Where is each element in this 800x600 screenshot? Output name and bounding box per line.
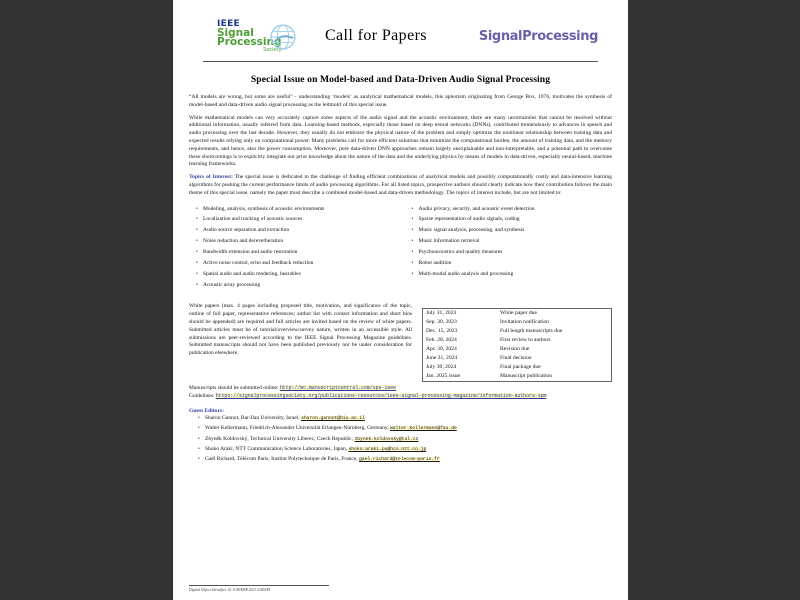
ieee-logo-line-society: Society bbox=[263, 46, 282, 53]
schedule-event: Final package due bbox=[500, 363, 541, 370]
ieee-logo-line-signal: Signal bbox=[217, 26, 254, 39]
list-item: • Spatial audio and audio rendering, hearables bbox=[203, 272, 397, 278]
globe-icon bbox=[269, 23, 297, 51]
list-item: • Music signal analysis, processing, and synthesis bbox=[419, 228, 613, 234]
submission-url-link[interactable]: http://mc.manuscriptcentral.com/sps-ieee bbox=[279, 384, 396, 391]
schedule-table bbox=[422, 308, 612, 382]
schedule-date: Jan. 2025 issue bbox=[426, 372, 461, 379]
list-item bbox=[205, 437, 612, 443]
submission-links bbox=[189, 384, 612, 401]
white-paper-section bbox=[189, 303, 612, 379]
table-row bbox=[423, 345, 612, 354]
table-row bbox=[423, 336, 612, 345]
doi-text: Digital Object Identifier 10.1109/MSP.2023.3285189 bbox=[189, 588, 271, 592]
page-masthead bbox=[189, 14, 612, 58]
topics-list-left-column bbox=[189, 207, 397, 294]
editor-affiliation: Zbyněk Koldovský, Technical University Liberec, Czech Republic, bbox=[205, 435, 355, 442]
table-row bbox=[423, 354, 612, 363]
list-item: • Audio source separation and extraction bbox=[203, 228, 397, 234]
schedule-event: White paper due bbox=[500, 310, 537, 317]
schedule-date: July 30, 2024 bbox=[426, 363, 457, 370]
topics-of-interest-text: The special issue is dedicated to the challenge of finding efficient combinations of analytical models and possibly computationally costly and data-intensive learning algorithms for pushing the current performance limits of audio processing algorithms. For all listed topics, prospective authors should clearly indicate how their contribution follows the main theme of this special issue, namely the paper must describe a combined model-based and data-driven methodology. The topics of interest include, but are not limited to: bbox=[189, 174, 612, 196]
schedule-event: Manuscript publication bbox=[500, 372, 553, 379]
white-paper-paragraph: White papers (max. 4 pages including proposed title, motivation, and significance of the topic, outline of full paper, representative references; author list with contact information and short bios should be appended) are required and full articles are invited based on the review of white papers. Submitted articles must be of tutorial/overview/survey nature, written in an accessible style. All submissions are peer-reviewed according to the IEEE Signal Processing Magazine guidelines. Submitted manuscripts should not have been published previously nor be under consideration for publication elsewhere. bbox=[189, 303, 412, 357]
list-item: • Modeling, analysis, synthesis of acoustic environments bbox=[203, 207, 397, 213]
schedule-date: June 31, 2024 bbox=[426, 355, 458, 362]
schedule-event: Revision due bbox=[500, 346, 530, 353]
page-title: Special Issue on Model-based and Data-Driven Audio Signal Processing bbox=[250, 74, 551, 85]
editor-email-link[interactable]: shoko.araki.pu@hco.ntt.co.jp bbox=[348, 447, 427, 453]
editor-email-link[interactable]: zbynek.koldovsky@tul.cz bbox=[354, 436, 419, 442]
list-item: • Sparse representation of audio signals, coding bbox=[419, 217, 613, 223]
table-row bbox=[423, 318, 612, 327]
topics-list-right-column bbox=[405, 207, 613, 294]
editor-email-link[interactable]: gael.richard@telecom-paris.fr bbox=[359, 457, 440, 463]
list-item: • Robot audition bbox=[419, 261, 613, 267]
submission-label: Manuscripts should be submitted online: bbox=[189, 384, 280, 391]
list-item: • Audio privacy, security, and acoustic event detection bbox=[419, 207, 613, 213]
list-item bbox=[205, 457, 612, 463]
list-item: • Acoustic array processing bbox=[203, 283, 397, 289]
editor-affiliation: Shoko Araki, NTT Communication Science Laboratories, Japan, bbox=[205, 446, 349, 453]
list-item: • Noise reduction and dereverberation bbox=[203, 239, 397, 245]
table-row bbox=[423, 327, 612, 336]
schedule-date: Feb. 28, 2024 bbox=[426, 337, 457, 344]
schedule-date: July 31, 2023 bbox=[426, 310, 457, 317]
signal-processing-magazine-logo: SignalProcessing bbox=[478, 28, 598, 44]
editor-affiliation: Walter Kellermann, Friedrich-Alexander Universität Erlangen-Nürnberg, Germany, bbox=[205, 425, 390, 432]
editor-email-link[interactable]: sharon.gannot@biu.ac.il bbox=[301, 415, 365, 421]
table-row bbox=[423, 309, 612, 318]
list-item: • Psychoacoustics and quality measures bbox=[419, 250, 613, 256]
guest-editors-list bbox=[189, 416, 612, 463]
list-item: • Localization and tracking of acoustic sources bbox=[203, 217, 397, 223]
list-item: • Active noise control, echo and feedback reduction bbox=[203, 261, 397, 267]
schedule-event: Full length manuscripts due bbox=[500, 328, 563, 335]
editor-affiliation: Sharon Gannot, Bar-Ilan University, Israel, bbox=[205, 414, 302, 421]
topics-of-interest-label: Topics of Interest: bbox=[189, 174, 233, 181]
schedule-event: Final decision bbox=[500, 355, 532, 362]
topics-list bbox=[189, 207, 612, 294]
footer-divider bbox=[189, 585, 329, 586]
guidelines-label: Guidelines: bbox=[189, 393, 216, 400]
guidelines-url-link[interactable]: https://signalprocessingsociety.org/publications-resources/ieee-signal-processing-magazine/information-authors-spm bbox=[215, 393, 547, 400]
schedule-date: Dec. 15, 2023 bbox=[426, 328, 458, 335]
ieee-logo-line-processing: Processing bbox=[217, 36, 282, 48]
call-for-papers-title: Call for Papers bbox=[324, 27, 427, 44]
page-footer bbox=[189, 585, 339, 592]
intro-paragraph-1: “All models are wrong, but some are useful” - understanding ‘models’ as analytical mathematical models, this aphorism originating from George Box, 1976, motivates the synthesis of model-based and data-driven audio signal processing as the leitmotif of this special issue. bbox=[189, 94, 612, 108]
ieee-sps-logo bbox=[217, 20, 303, 53]
list-item bbox=[205, 426, 612, 432]
document-page bbox=[173, 0, 628, 600]
schedule-date: Sep. 30, 2023 bbox=[426, 319, 457, 326]
list-item: • Music information retrieval bbox=[419, 239, 613, 245]
schedule-event: First review to authors bbox=[500, 337, 551, 344]
guidelines-line bbox=[189, 392, 612, 401]
list-item bbox=[205, 416, 612, 422]
table-row bbox=[423, 372, 612, 381]
list-item: • Multi-modal audio analysis and processing bbox=[419, 272, 613, 278]
editor-email-link[interactable]: walter.kellermann@fau.de bbox=[389, 426, 457, 432]
submission-line bbox=[189, 384, 612, 393]
schedule-date: Apr. 30, 2024 bbox=[426, 346, 457, 353]
intro-paragraph-2: While mathematical models can very accurately capture some aspects of the audio signal and the acoustic environment, there are many uncertainties that cannot be resolved without additional information, usually inferred from data. Learning-based methods, especially those based on deep neural networks (DNNs), contributed tremendously to advances in speech and audio processing over the last decade. However, they usually do not embrace the physical nature of the problem and simply optimize the nonlinear relationship between training data and expected results relying only on computational power. Many problems call for more efficient solutions that minimize the computational burden, the amount of training data, and the memory requirements, and hence, also the power consumption. Moreover, pure data-driven DNN approaches remain largely unexplainable and non-interpretable, and a potential path to overcome these shortcomings is to explicitly integrate our prior knowledge about the nature of the data and the underlying physics by means of models in data-driven, especially neural-based, machine learning frameworks. bbox=[189, 114, 612, 168]
editor-affiliation: Gaël Richard, Télécom Paris, Institut Polytechnique de Paris, France, bbox=[205, 456, 360, 463]
ieee-logo-line-ieee: IEEE bbox=[217, 18, 240, 29]
list-item bbox=[205, 447, 612, 453]
list-item: • Bandwidth extension and audio restoration bbox=[203, 250, 397, 256]
header-divider bbox=[203, 61, 598, 62]
topics-of-interest-paragraph bbox=[189, 174, 612, 197]
schedule-event: Invitation notification bbox=[500, 319, 549, 326]
guest-editors-label: Guest Editors: bbox=[189, 407, 224, 414]
table-row bbox=[423, 363, 612, 372]
